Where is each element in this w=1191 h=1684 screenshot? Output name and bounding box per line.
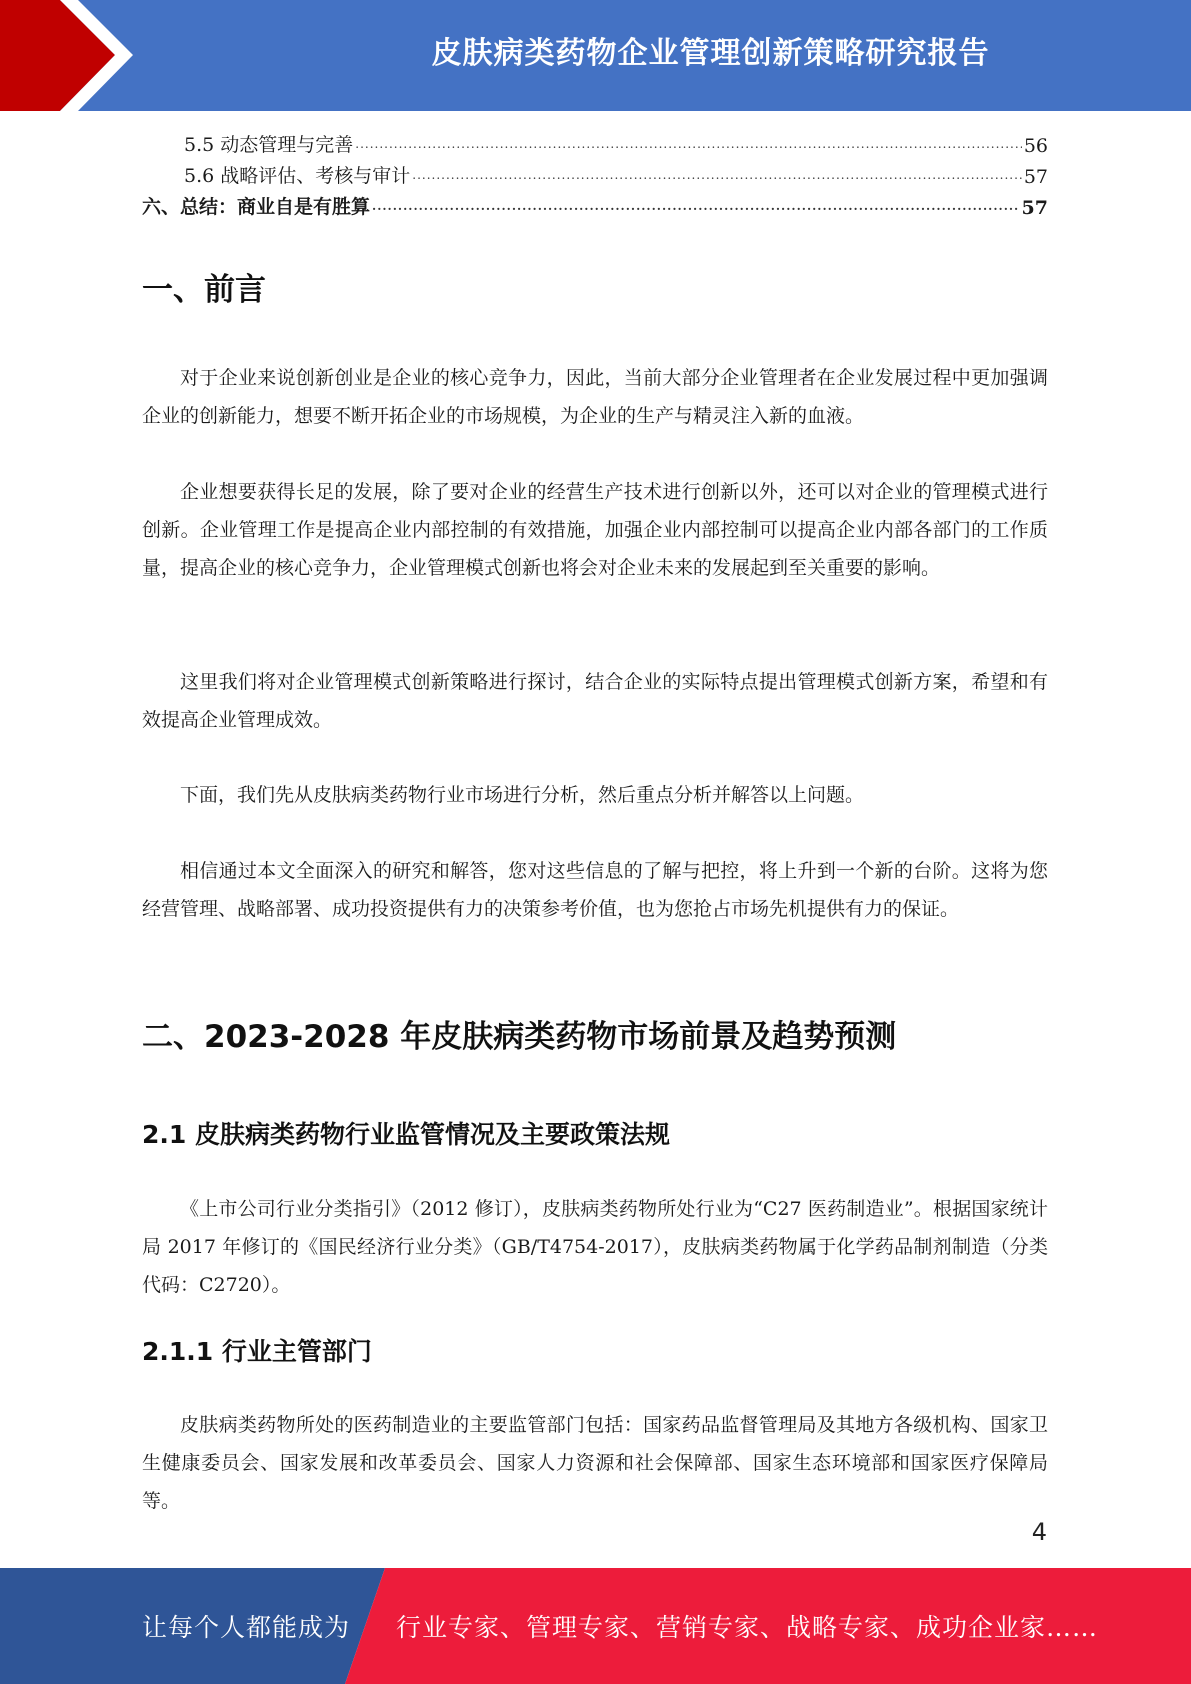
paragraph: 对于企业来说创新创业是企业的核心竞争力，因此，当前大部分企业管理者在企业发展过程中更加强调企业的创新能力，想要不断开拓企业的市场规模，为企业的生产与精灵注入新的血液。 [142, 367, 1048, 427]
header-arrow-decoration [0, 0, 160, 111]
section-heading-intro: 一、前言 [142, 272, 266, 308]
paragraph: 企业想要获得长足的发展，除了要对企业的经营生产技术进行创新以外，还可以对企业的管理模式进行创新。企业管理工作是提高企业内部控制的有效措施，加强企业内部控制可以提高企业内部各部门的工作质量，提高企业的核心竞争力，企业管理模式创新也将会对企业未来的发展起到至关重要的影响。 [142, 481, 1048, 579]
page-number: 4 [1031, 1518, 1047, 1546]
section-heading-forecast: 二、2023-2028 年皮肤病类药物市场前景及趋势预测 [142, 1019, 897, 1055]
toc-entry[interactable] [142, 157, 1048, 188]
toc-leader-dots [355, 137, 1022, 151]
toc-entry-label: 5.6 战略评估、考核与审计 [184, 165, 411, 187]
toc-entry-label: 六、总结：商业自是有胜算 [142, 196, 371, 218]
paragraph: 皮肤病类药物所处的医药制造业的主要监管部门包括：国家药品监督管理局及其地方各级机构、国家卫生健康委员会、国家发展和改革委员会、国家人力资源和社会保障部、国家生态环境部和国家医疗保障局等。 [142, 1414, 1048, 1512]
toc-entry-page: 57 [1023, 166, 1048, 188]
subsection-heading-regulation: 2.1 皮肤病类药物行业监管情况及主要政策法规 [142, 1120, 670, 1149]
toc-entry-page: 56 [1023, 135, 1048, 157]
toc-entry[interactable] [142, 126, 1048, 157]
footer-slogan-left: 让每个人都能成为 [142, 1613, 351, 1642]
toc-entry-page: 57 [1021, 197, 1048, 219]
toc-leader-dots [372, 199, 1020, 213]
toc-entry[interactable] [142, 188, 1048, 219]
subsection-heading-authority: 2.1.1 行业主管部门 [142, 1337, 372, 1366]
paragraph: 这里我们将对企业管理模式创新策略进行探讨，结合企业的实际特点提出管理模式创新方案，希望和有效提高企业管理成效。 [142, 671, 1048, 731]
page-content [142, 126, 1048, 1512]
paragraph: 《上市公司行业分类指引》（2012 修订），皮肤病类药物所处行业为“C27 医药制造业”。根据国家统计局 2017 年修订的《国民经济行业分类》（GB/T4754-2017），皮肤病类药物属于化学药品制剂制造（分类代码：C2720）。 [142, 1198, 1048, 1296]
table-of-contents [142, 126, 1048, 219]
footer-slogan-right: 行业专家、管理专家、营销专家、战略专家、成功企业家…… [396, 1613, 1099, 1642]
paragraph: 下面，我们先从皮肤病类药物行业市场进行分析，然后重点分析并解答以上问题。 [180, 784, 865, 806]
page-footer [0, 1568, 1191, 1684]
page-header [0, 0, 1191, 111]
toc-entry-label: 5.5 动态管理与完善 [184, 134, 354, 156]
report-title: 皮肤病类药物企业管理创新策略研究报告 [431, 36, 990, 71]
paragraph: 相信通过本文全面深入的研究和解答，您对这些信息的了解与把控，将上升到一个新的台阶。这将为您经营管理、战略部署、成功投资提供有力的决策参考价值，也为您抢占市场先机提供有力的保证。 [142, 860, 1048, 920]
toc-leader-dots [412, 168, 1022, 182]
